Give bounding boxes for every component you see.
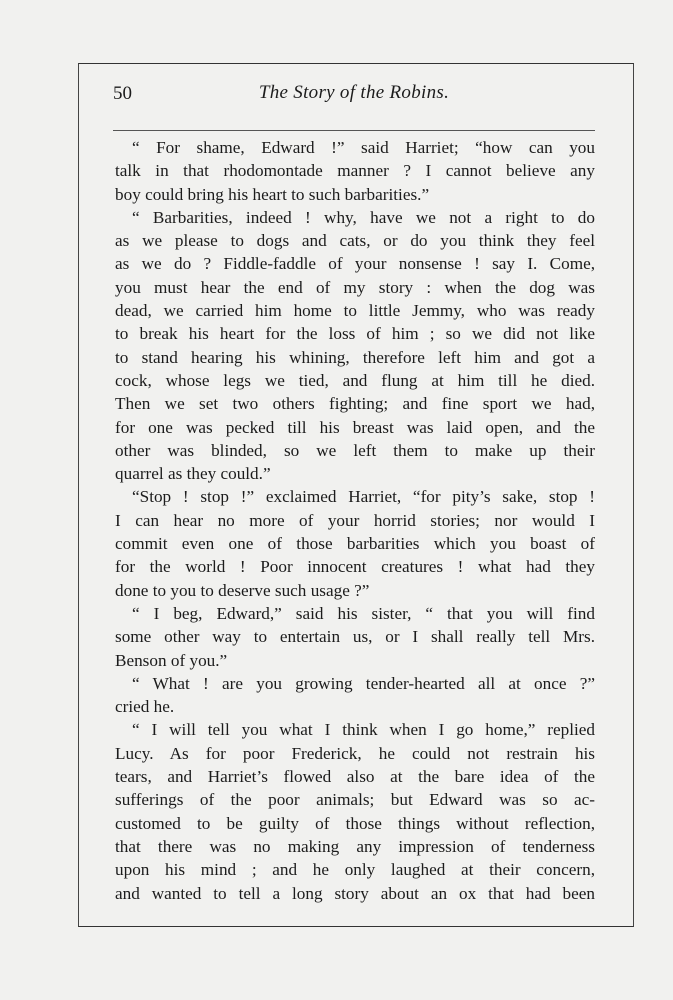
text-line: dead, we carried him home to little Jemmy, who was ready	[115, 301, 595, 321]
text-line: some other way to entertain us, or I shall really tell Mrs.	[115, 627, 595, 647]
text-line: cried he.	[115, 697, 175, 717]
text-line: “ What ! are you growing tender-hearted all at once ?”	[132, 673, 595, 693]
text-line: talk in that rhodomontade manner ? I cannot believe any	[115, 161, 595, 181]
text-line: as we please to dogs and cats, or do you think they feel	[115, 231, 595, 251]
text-line: for one was pecked till his breast was laid open, and the	[115, 417, 595, 437]
text-line: cock, whose legs we tied, and flung at him till he died.	[115, 370, 595, 390]
text-line: boy could bring his heart to such barbarities.”	[115, 184, 430, 204]
text-line: “ For shame, Edward !” said Harriet; “how can you	[132, 138, 595, 157]
text-line: for the world ! Poor innocent creatures ! what had they	[115, 557, 595, 577]
text-line: and wanted to tell a long story about an ox that had been	[115, 883, 595, 903]
text-line: that there was no making any impression of tenderness	[115, 836, 595, 856]
text-line: other was blinded, so we left them to make up their	[115, 440, 595, 460]
text-line: you must hear the end of my story : when the dog was	[115, 277, 595, 297]
text-line: quarrel as they could.”	[115, 464, 271, 484]
text-line: upon his mind ; and he only laughed at their concern,	[115, 860, 595, 880]
text-line: Then we set two others fighting; and fine sport we had,	[115, 394, 595, 414]
text-line: customed to be guilty of those things without reflection,	[115, 813, 595, 833]
text-line: to stand hearing his whining, therefore left him and got a	[115, 347, 595, 367]
body-text	[115, 136, 595, 905]
text-line: “ Barbarities, indeed ! why, have we not a right to do	[132, 207, 595, 227]
text-line: “ I will tell you what I think when I go home,” replied	[132, 720, 595, 740]
text-line: as we do ? Fiddle-faddle of your nonsense ! say I. Come,	[115, 254, 595, 274]
text-line: sufferings of the poor animals; but Edward was so ac-	[115, 790, 595, 810]
text-line: done to you to deserve such usage ?”	[115, 580, 370, 600]
header-rule	[113, 130, 595, 131]
text-line: Benson of you.”	[115, 650, 228, 670]
running-title: The Story of the Robins.	[258, 82, 450, 103]
page-number: 50	[113, 83, 132, 104]
text-line: I can hear no more of your horrid stories; nor would I	[115, 510, 595, 530]
text-line: to break his heart for the loss of him ; so we did not like	[115, 324, 595, 344]
text-line: tears, and Harriet’s flowed also at the bare idea of the	[115, 767, 595, 787]
text-line: “Stop ! stop !” exclaimed Harriet, “for pity’s sake, stop !	[132, 487, 595, 507]
text-line: commit even one of those barbarities which you boast of	[115, 534, 595, 554]
text-line: Lucy. As for poor Frederick, he could not restrain his	[115, 743, 595, 763]
text-line: “ I beg, Edward,” said his sister, “ that you will find	[132, 603, 595, 623]
